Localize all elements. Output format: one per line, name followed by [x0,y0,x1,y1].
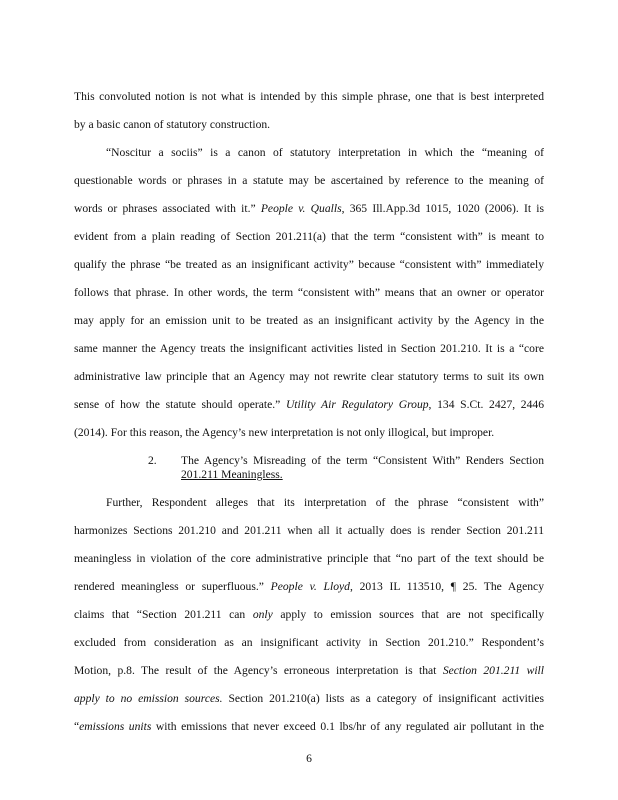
body-text-line [74,692,544,706]
text-run: , 2013 IL 113510, ¶ 25. The Agency [349,580,544,593]
body-text-line: excluded from consideration as an insignificant activity in Section 201.210.” Respondent’s [74,636,544,649]
text-run: words or phrases associated with it.” [74,202,261,215]
emphasis-text: only [252,608,273,621]
text-run: Section 201.210(a) lists as a category of insignificant activities [222,692,545,705]
page-number: 6 [306,752,312,765]
body-text-line [74,202,544,216]
emphasis-text: apply to no emission sources. [74,692,223,705]
body-text-line: follows that phrase. In other words, the term “consistent with” means that an owner or operator [74,286,544,299]
body-text-line: qualify the phrase “be treated as an insignificant activity” because “consistent with” immediately [74,258,544,271]
body-text-line: questionable words or phrases in a statute may be ascertained by reference to the meaning of [74,174,544,187]
text-run: “ [74,720,80,733]
section-heading-line: The Agency’s Misreading of the term “Consistent With” Renders Section [181,454,544,467]
text-run: , 134 S.Ct. 2427, 2446 [428,398,544,411]
text-run: claims that “Section 201.211 can [74,608,253,621]
body-text-line [74,664,544,678]
text-run: sense of how the statute should operate.” [74,398,286,411]
body-text-line: harmonizes Sections 201.210 and 201.211 when all it actually does is render Section 201.211 [74,524,544,537]
section-heading-line: 201.211 Meaningless. [181,468,283,481]
body-text-line [74,398,544,412]
body-text-line [74,720,544,734]
case-citation: Utility Air Regulatory Group [285,398,429,411]
body-text-line: This convoluted notion is not what is intended by this simple phrase, one that is best interpreted [74,90,544,103]
emphasis-text: emissions units [79,720,152,733]
text-run: apply to emission sources that are not specifically [272,608,545,621]
body-text-line [74,608,544,622]
text-run: , 365 Ill.App.3d 1015, 1020 (2006). It is [341,202,544,215]
case-citation: People v. Qualls [260,202,342,215]
body-text-line: may apply for an emission unit to be treated as an insignificant activity by the Agency in the [74,314,544,327]
body-text-line: by a basic canon of statutory construction. [74,118,271,131]
body-text-line [74,580,544,594]
text-run: rendered meaningless or superfluous.” [74,580,271,593]
text-run: with emissions that never exceed 0.1 lbs/hr of any regulated air pollutant in the [151,720,544,733]
body-text-line: same manner the Agency treats the insignificant activities listed in Section 201.210. It is a “core [74,342,544,355]
body-text-line: Further, Respondent alleges that its interpretation of the phrase “consistent with” [106,496,544,509]
body-text-line: evident from a plain reading of Section 201.211(a) that the term “consistent with” is meant to [74,230,544,243]
body-text-line: “Noscitur a sociis” is a canon of statutory interpretation in which the “meaning of [106,146,544,159]
emphasis-text: Section 201.211 will [442,664,544,677]
body-text-line: (2014). For this reason, the Agency’s new interpretation is not only illogical, but improper. [74,426,495,439]
case-citation: People v. Lloyd [270,580,350,593]
section-number: 2. [148,454,157,467]
body-text-line: administrative law principle that an Agency may not rewrite clear statutory terms to suit its own [74,370,544,383]
body-text-line: meaningless in violation of the core administrative principle that “no part of the text should be [74,552,544,565]
text-run: Motion, p.8. The result of the Agency’s erroneous interpretation is that [74,664,443,677]
